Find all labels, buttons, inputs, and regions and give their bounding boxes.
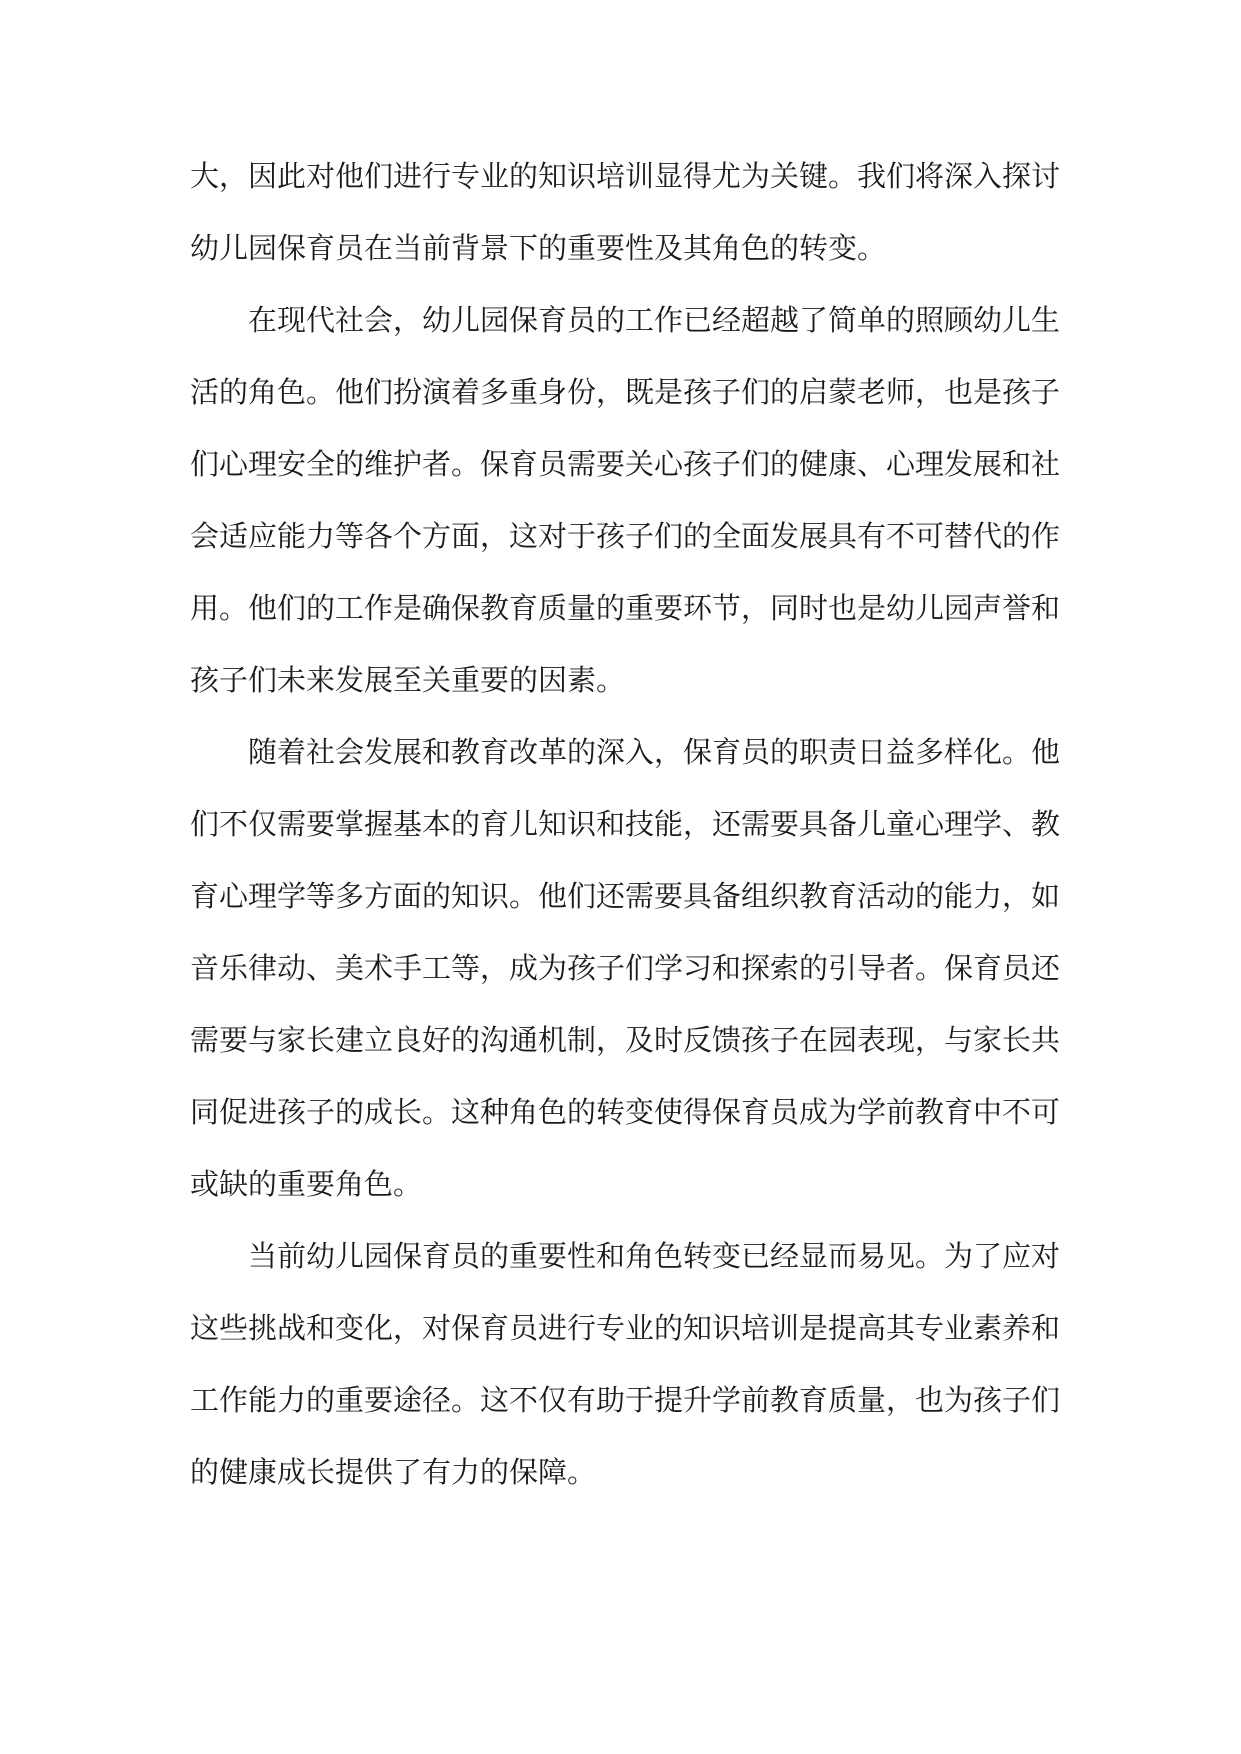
paragraph-training-importance: 当前幼儿园保育员的重要性和角色转变已经显而易见。为了应对这些挑战和变化，对保育员进行专业的知识培训是提高其专业素养和工作能力的重要途径。这不仅有助于提升学前教育质量，也为孩子们的健康成长提供了有力的保障。 [190, 1239, 1061, 1489]
document-body [190, 140, 1060, 1508]
paragraph-role-of-caregivers: 在现代社会，幼儿园保育员的工作已经超越了简单的照顾幼儿生活的角色。他们扮演着多重身份，既是孩子们的启蒙老师，也是孩子们心理安全的维护者。保育员需要关心孩子们的健康、心理发展和社会适应能力等各个方面，这对于孩子们的全面发展具有不可替代的作用。他们的工作是确保教育质量的重要环节，同时也是幼儿园声誉和孩子们未来发展至关重要的因素。 [190, 303, 1061, 697]
paragraph-continuation: 大，因此对他们进行专业的知识培训显得尤为关键。我们将深入探讨幼儿园保育员在当前背景下的重要性及其角色的转变。 [190, 159, 1061, 265]
paragraph-diversified-duties: 随着社会发展和教育改革的深入，保育员的职责日益多样化。他们不仅需要掌握基本的育儿知识和技能，还需要具备儿童心理学、教育心理学等多方面的知识。他们还需要具备组织教育活动的能力，如音乐律动、美术手工等，成为孩子们学习和探索的引导者。保育员还需要与家长建立良好的沟通机制，及时反馈孩子在园表现，与家长共同促进孩子的成长。这种角色的转变使得保育员成为学前教育中不可或缺的重要角色。 [190, 735, 1061, 1201]
